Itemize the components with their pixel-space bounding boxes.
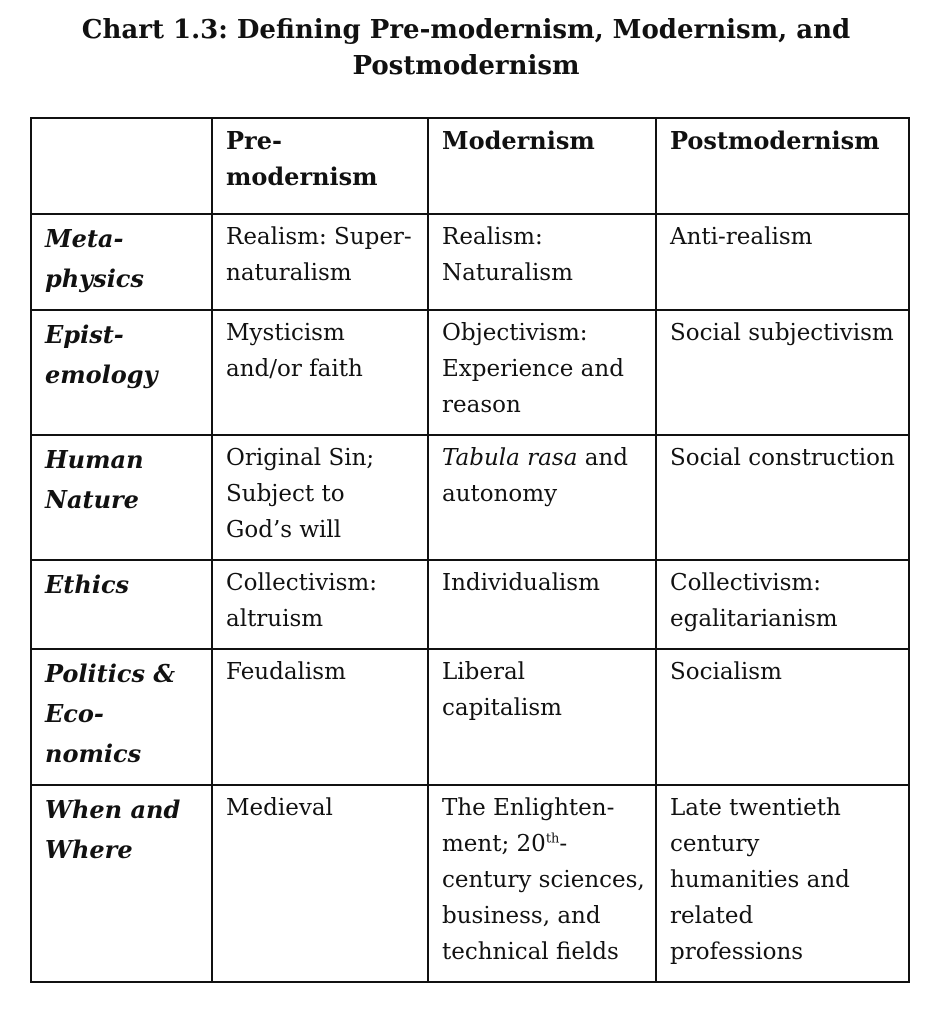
cell-metaphysics-modernism: Realism: Naturalism	[428, 214, 656, 310]
chart-title-line-2: Postmodernism	[352, 51, 580, 81]
cell-metaphysics-postmodernism: Anti-realism	[656, 214, 909, 310]
cell-epistemology-modernism: Objectivism: Experience and reason	[428, 310, 656, 435]
header-postmodernism: Postmodernism	[656, 118, 909, 214]
cell-politics-modernism: Liberal capitalism	[428, 649, 656, 785]
row-label-when-where: When and Where	[31, 785, 212, 982]
cell-politics-postmodernism: Socialism	[656, 649, 909, 785]
cell-human-nature-modernism: Tabula rasa and autonomy	[428, 435, 656, 560]
cell-human-nature-premodernism: Original Sin; Subject to God’s will	[212, 435, 428, 560]
cell-epistemology-postmodernism: Social subjectivism	[656, 310, 909, 435]
row-epistemology	[31, 310, 909, 435]
row-label-politics-economics: Politics & Eco- nomics	[31, 649, 212, 785]
row-label-ethics: Ethics	[31, 560, 212, 649]
header-row	[31, 118, 909, 214]
row-label-human-nature: Human Nature	[31, 435, 212, 560]
row-label-epistemology: Epist- emology	[31, 310, 212, 435]
cell-when-where-modernism: The Enlighten- ment; 20th- century sciences, business, and technical fields	[428, 785, 656, 982]
row-when-where	[31, 785, 909, 982]
row-politics-economics	[31, 649, 909, 785]
italic-term: Tabula rasa	[442, 445, 578, 471]
cell-metaphysics-premodernism: Realism: Super- naturalism	[212, 214, 428, 310]
cell-epistemology-premodernism: Mysticism and/or faith	[212, 310, 428, 435]
header-modernism: Modernism	[428, 118, 656, 214]
header-premodernism: Pre- modernism	[212, 118, 428, 214]
row-ethics	[31, 560, 909, 649]
cell-ethics-modernism: Individualism	[428, 560, 656, 649]
row-human-nature	[31, 435, 909, 560]
superscript-th: th	[545, 831, 560, 847]
cell-when-where-premodernism: Medieval	[212, 785, 428, 982]
chart-title-line-1: Chart 1.3: Defining Pre-modernism, Modernism, and	[81, 15, 851, 45]
header-blank-cell	[31, 118, 212, 214]
cell-ethics-postmodernism: Collectivism: egalitarianism	[656, 560, 909, 649]
row-metaphysics	[31, 214, 909, 310]
cell-ethics-premodernism: Collectivism: altruism	[212, 560, 428, 649]
cell-politics-premodernism: Feudalism	[212, 649, 428, 785]
cell-human-nature-postmodernism: Social construction	[656, 435, 909, 560]
row-label-metaphysics: Meta- physics	[31, 214, 212, 310]
chart-title	[0, 12, 932, 84]
comparison-table	[30, 117, 910, 983]
cell-when-where-postmodernism: Late twentieth century humanities and related professions	[656, 785, 909, 982]
